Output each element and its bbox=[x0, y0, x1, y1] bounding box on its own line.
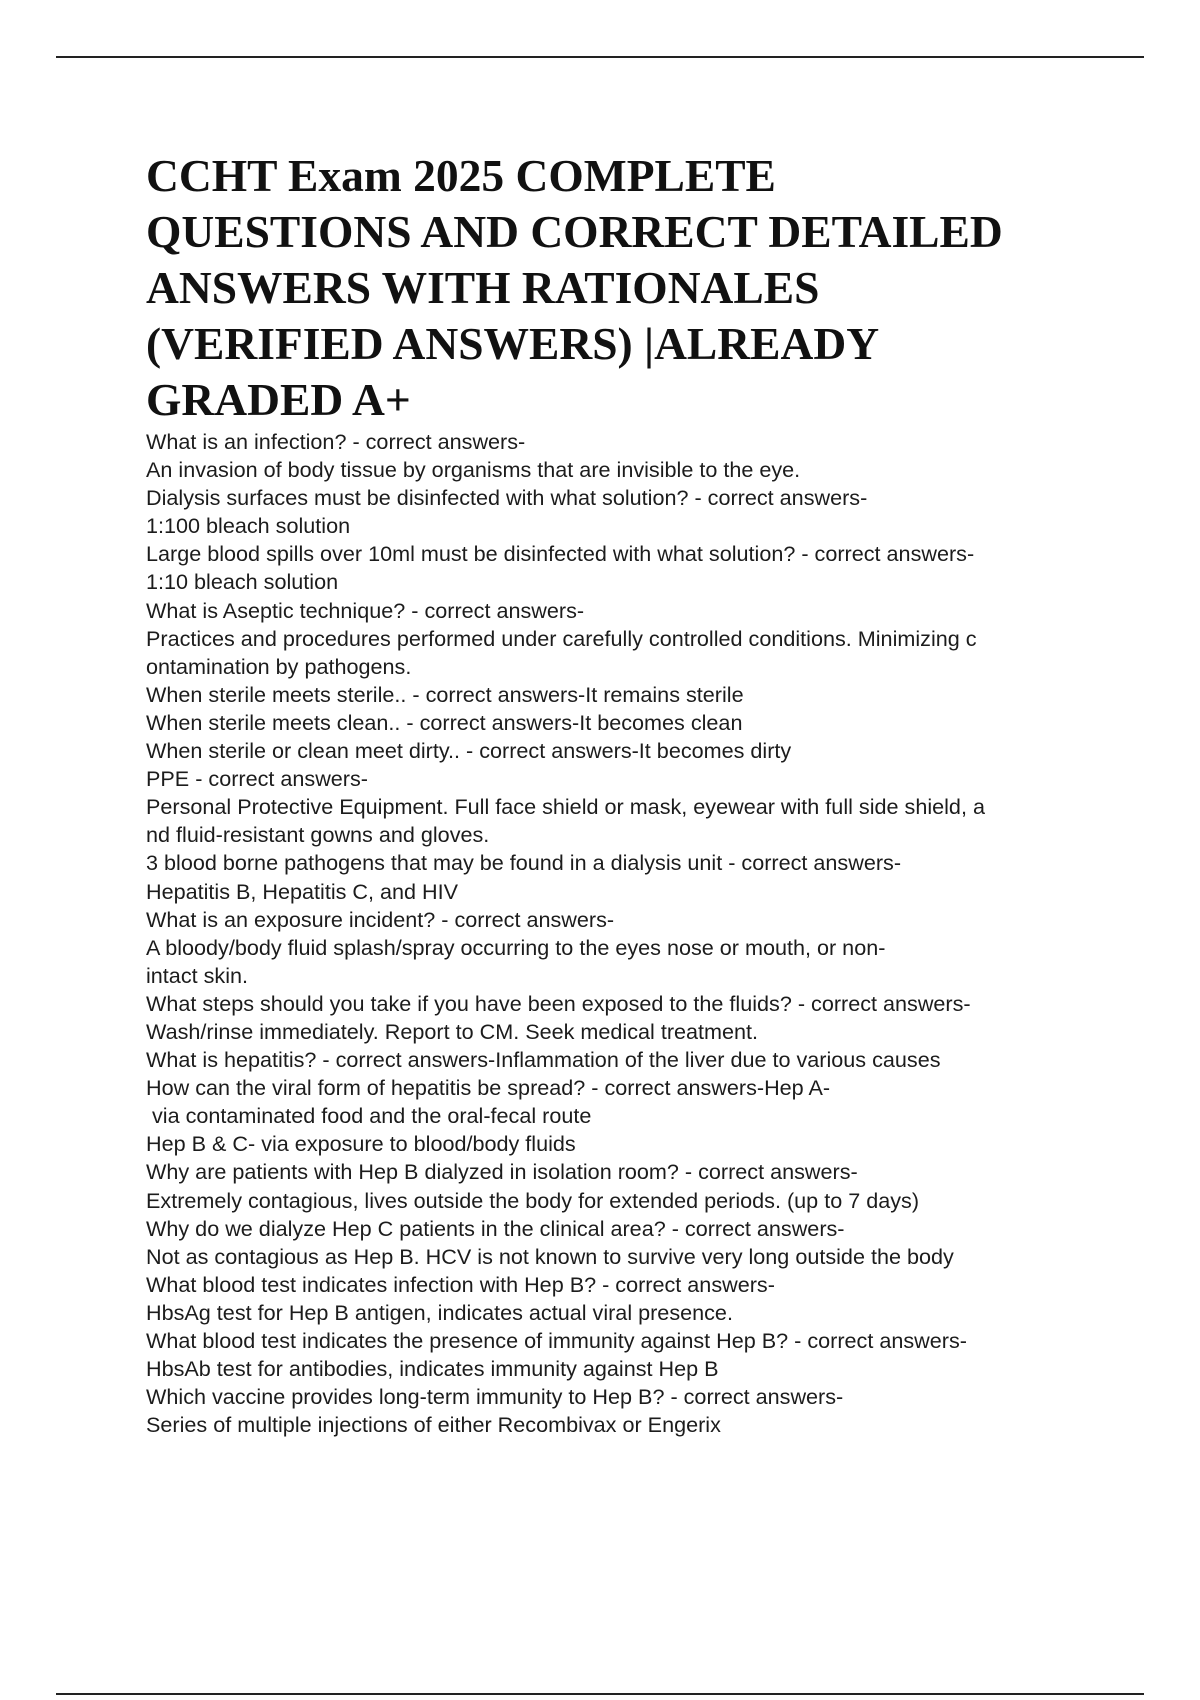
answer-line: ontamination by pathogens. bbox=[146, 653, 412, 679]
answer-line: intact skin. bbox=[146, 962, 249, 988]
answer-line: Not as contagious as Hep B. HCV is not known to survive very long outside the body bbox=[146, 1243, 954, 1269]
answer-line: 1:100 bleach solution bbox=[146, 513, 351, 539]
answer-line: 1:10 bleach solution bbox=[146, 569, 339, 595]
title-line: GRADED A+ bbox=[146, 374, 411, 425]
answer-line: HbsAb test for antibodies, indicates immunity against Hep B bbox=[146, 1356, 719, 1382]
qa-line: When sterile meets clean.. - correct answers-It becomes clean bbox=[146, 709, 743, 735]
question-line: PPE - correct answers- bbox=[146, 766, 368, 792]
top-divider bbox=[56, 56, 1144, 58]
title-line: ANSWERS WITH RATIONALES bbox=[146, 262, 820, 313]
answer-line: Extremely contagious, lives outside the body for extended periods. (up to 7 days) bbox=[146, 1187, 920, 1213]
question-line: How can the viral form of hepatitis be spread? - correct answers-Hep A- bbox=[146, 1075, 831, 1101]
question-line: Which vaccine provides long-term immunity to Hep B? - correct answers- bbox=[146, 1384, 844, 1410]
answer-line: via contaminated food and the oral-fecal route bbox=[146, 1103, 592, 1129]
question-line: What blood test indicates infection with Hep B? - correct answers- bbox=[146, 1271, 775, 1297]
document-title bbox=[146, 148, 1146, 428]
answer-line: Hep B & C- via exposure to blood/body fluids bbox=[146, 1131, 576, 1157]
question-line: What steps should you take if you have been exposed to the fluids? - correct answers- bbox=[146, 990, 971, 1016]
qa-line: When sterile or clean meet dirty.. - correct answers-It becomes dirty bbox=[146, 738, 792, 764]
question-line: What is an exposure incident? - correct answers- bbox=[146, 906, 615, 932]
qa-list bbox=[146, 428, 1146, 1439]
question-line: Why do we dialyze Hep C patients in the clinical area? - correct answers- bbox=[146, 1215, 845, 1241]
title-line: QUESTIONS AND CORRECT DETAILED bbox=[146, 206, 1003, 257]
title-line: CCHT Exam 2025 COMPLETE bbox=[146, 150, 776, 201]
document-body bbox=[146, 148, 1146, 1439]
answer-line: A bloody/body fluid splash/spray occurring to the eyes nose or mouth, or non- bbox=[146, 934, 886, 960]
qa-line: When sterile meets sterile.. - correct answers-It remains sterile bbox=[146, 681, 744, 707]
question-line: Large blood spills over 10ml must be disinfected with what solution? - correct answers- bbox=[146, 541, 975, 567]
answer-line: Practices and procedures performed under carefully controlled conditions. Minimizing c bbox=[146, 625, 977, 651]
answer-line: An invasion of body tissue by organisms that are invisible to the eye. bbox=[146, 457, 801, 483]
question-line: What blood test indicates the presence of immunity against Hep B? - correct answers- bbox=[146, 1328, 967, 1353]
answer-line: nd fluid-resistant gowns and gloves. bbox=[146, 822, 490, 848]
question-line: What is Aseptic technique? - correct answers- bbox=[146, 597, 585, 623]
answer-line: Personal Protective Equipment. Full face shield or mask, eyewear with full side shield, a bbox=[146, 794, 985, 820]
answer-line: Series of multiple injections of either Recombivax or Engerix bbox=[146, 1412, 721, 1438]
answer-line: Hepatitis B, Hepatitis C, and HIV bbox=[146, 878, 459, 904]
answer-line: HbsAg test for Hep B antigen, indicates actual viral presence. bbox=[146, 1299, 733, 1325]
question-line: What is an infection? - correct answers- bbox=[146, 429, 526, 454]
answer-line: Wash/rinse immediately. Report to CM. Seek medical treatment. bbox=[146, 1018, 759, 1044]
bottom-divider bbox=[56, 1693, 1144, 1695]
question-line: Dialysis surfaces must be disinfected with what solution? - correct answers- bbox=[146, 485, 868, 511]
title-line: (VERIFIED ANSWERS) |ALREADY bbox=[146, 318, 880, 369]
question-line: 3 blood borne pathogens that may be found in a dialysis unit - correct answers- bbox=[146, 850, 902, 876]
question-line: Why are patients with Hep B dialyzed in isolation room? - correct answers- bbox=[146, 1159, 858, 1185]
qa-line: What is hepatitis? - correct answers-Inflammation of the liver due to various causes bbox=[146, 1047, 941, 1073]
